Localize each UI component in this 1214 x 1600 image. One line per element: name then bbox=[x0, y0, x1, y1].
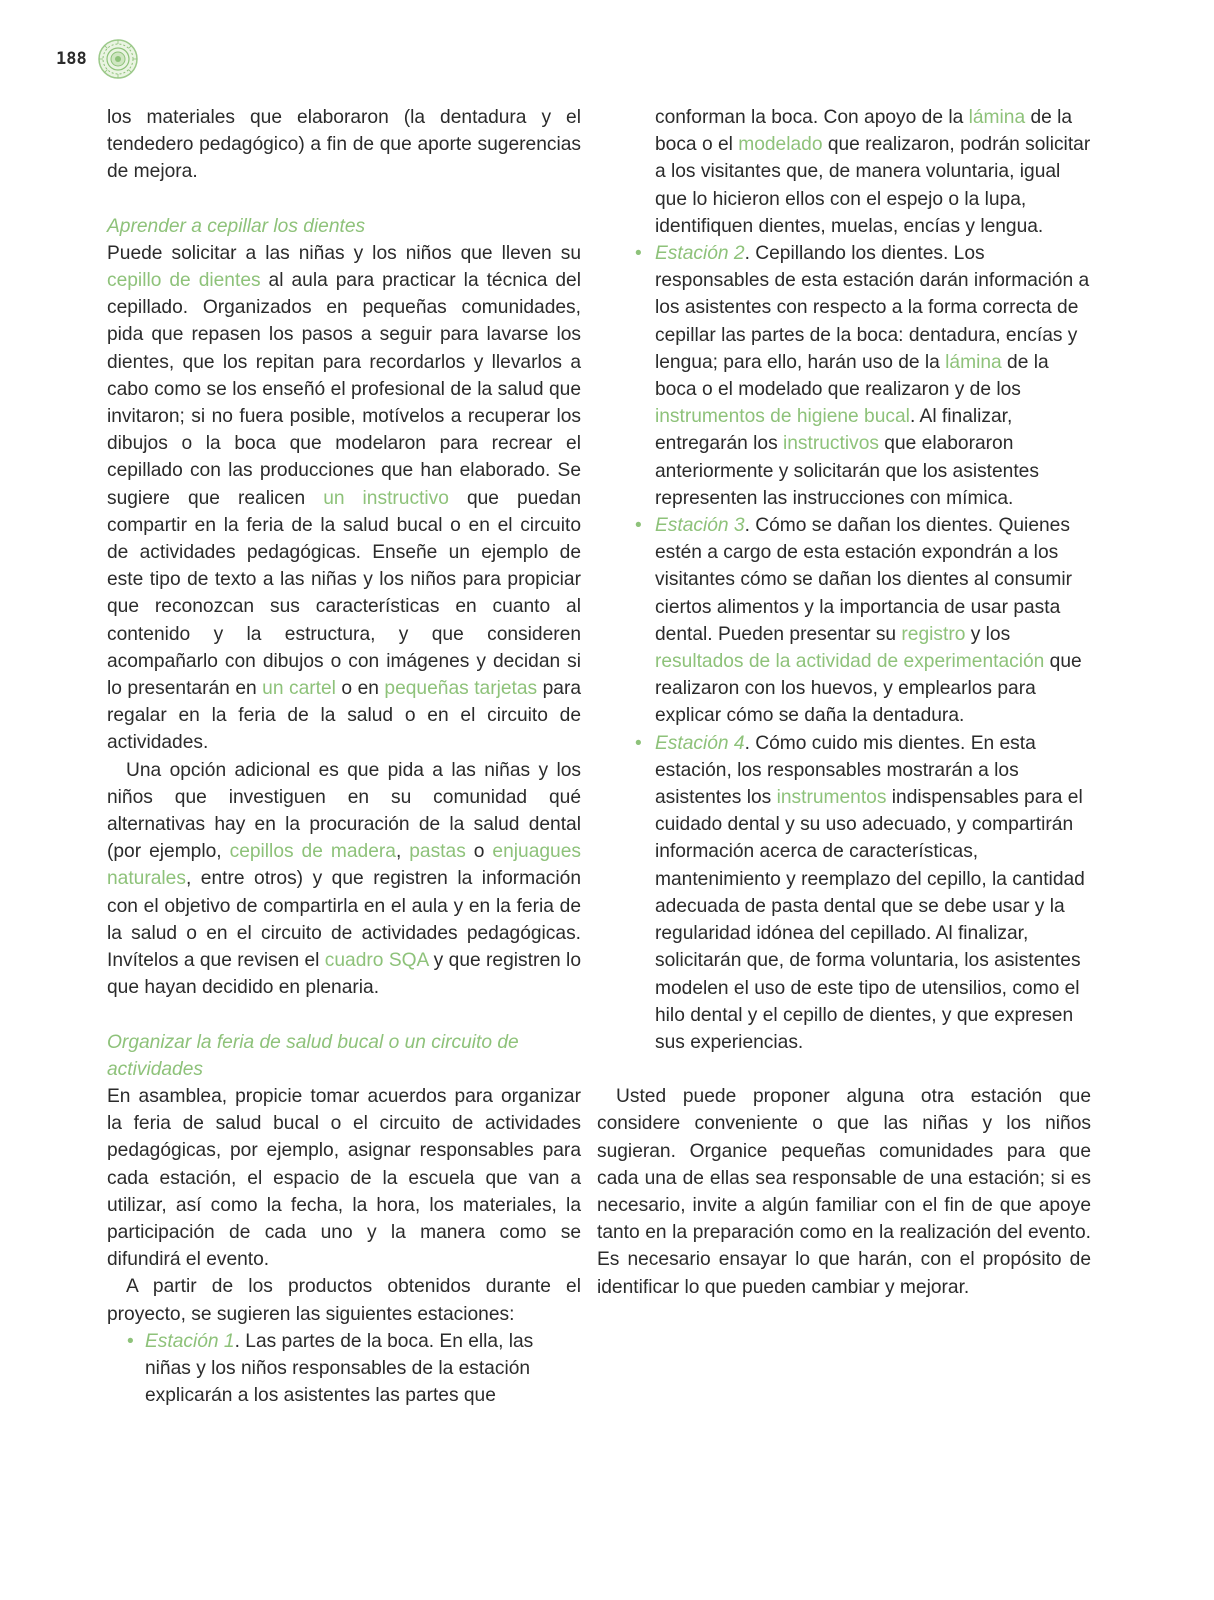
green-circular-ornament-icon bbox=[97, 38, 139, 80]
link-instrumentos-higiene-bucal[interactable]: instrumentos de higiene bucal bbox=[655, 406, 910, 428]
list-item-estacion-1: • Estación 1. Las partes de la boca. En ella, las niñas y los niños responsables de la estación explicarán a los asistentes las partes que bbox=[107, 1328, 581, 1410]
label-estacion-2: Estación 2 bbox=[655, 243, 745, 265]
paragraph-intro: los materiales que elaboraron (la dentadura y el tendedero pedagógico) a fin de que aporte sugerencias de mejora. bbox=[107, 107, 581, 183]
link-instructivos[interactable]: instructivos bbox=[783, 433, 879, 455]
label-estacion-1: Estación 1 bbox=[145, 1330, 235, 1352]
stations-list-right bbox=[617, 240, 1091, 1056]
link-instrumentos[interactable]: instrumentos bbox=[776, 787, 887, 809]
list-item-estacion-4: • Estación 4. Cómo cuido mis dientes. En esta estación, los responsables mostrarán a los asistentes los instrumentos indispensables para el cuidado dental y su uso adecuado, y compartirán información acerca de características, mantenimiento y reemplazo del cepillo, la cantidad adecuada de pasta dental que se debe usar y la regularidad idónea del cepillado. Al finalizar, solicitarán que, de forma voluntaria, los asistentes modelen el uso de este tipo de utensilios, como el hilo dental y el cepillo de dientes, y que expresen sus experiencias. bbox=[617, 730, 1091, 1056]
right-column bbox=[597, 104, 1091, 1301]
link-modelado[interactable]: modelado bbox=[738, 134, 823, 156]
label-estacion-3: Estación 3 bbox=[655, 515, 745, 537]
label-estacion-4: Estación 4 bbox=[655, 732, 745, 754]
link-lamina[interactable]: lámina bbox=[968, 107, 1026, 128]
link-cepillos-de-madera[interactable]: cepillos de madera bbox=[229, 841, 396, 863]
link-pequenas-tarjetas[interactable]: pequeñas tarjetas bbox=[384, 678, 538, 700]
link-cuadro-sqa[interactable]: cuadro SQA bbox=[324, 950, 429, 972]
link-lamina-2[interactable]: lámina bbox=[945, 351, 1002, 373]
estacion-1-continuation: conforman la boca. Con apoyo de la lámina de la boca o el modelado que realizaron, podrán solicitar a los visitantes que, de manera voluntaria, igual que lo hicieron ellos con el espejo o la lupa, identifiquen dientes, muelas, encías y lengua. bbox=[655, 107, 1091, 237]
link-enjuagues-naturales[interactable]: enjuagues naturales bbox=[107, 841, 581, 890]
link-un-cartel[interactable]: un cartel bbox=[262, 678, 336, 700]
link-registro[interactable]: registro bbox=[901, 623, 966, 645]
subheading-cepillar: Aprender a cepillar los dientes bbox=[107, 215, 366, 237]
paragraph-opcion-adicional: Una opción adicional es que pida a las niñas y los niños que investiguen en su comunidad qué alternativas hay en la procuración de la salud dental (por ejemplo, cepillos de madera, pastas o enjuagues naturales, entre otros) y que registren la información con el objetivo de compartirla en el aula y en la feria de la salud o en el circuito de actividades pedagógicas. Invítelos a que revisen el cuadro SQA y que registren lo que hayan decidido en plenaria. bbox=[107, 759, 581, 999]
page-number: 188 bbox=[56, 49, 87, 69]
bullet-icon: • bbox=[635, 515, 642, 537]
subheading-organizar-feria: Organizar la feria de salud bucal o un circuito de actividades bbox=[107, 1031, 519, 1080]
paragraph-asamblea: En asamblea, propicie tomar acuerdos para organizar la feria de salud bucal o el circuito de actividades pedagógicas, por ejemplo, asignar responsables para cada estación, el espacio de la escuela que van a utilizar, así como la fecha, la hora, los materiales, la participación de cada uno y la manera como se difundirá el evento. bbox=[107, 1085, 581, 1271]
link-pastas[interactable]: pastas bbox=[409, 841, 466, 863]
paragraph-otra-estacion: Usted puede proponer alguna otra estación que considere conveniente o que las niñas y los niños sugieran. Organice pequeñas comunidades para que cada una de ellas sea responsable de una estación; si es necesario, invite a algún familiar con el fin de que apoye tanto en la preparación como en la realización del evento. Es necesario ensayar lo que harán, con el propósito de identificar lo que pueden cambiar y mejorar. bbox=[597, 1086, 1091, 1298]
link-cepillo-de-dientes[interactable]: cepillo de dientes bbox=[107, 270, 261, 292]
stations-list-left bbox=[107, 1328, 581, 1410]
bullet-icon: • bbox=[635, 732, 642, 754]
bullet-icon: • bbox=[635, 243, 642, 265]
paragraph-cepillado: Puede solicitar a las niñas y los niños que lleven su cepillo de dientes al aula para practicar la técnica del cepillado. Organizados en pequeñas comunidades, pida que repasen los pasos a seguir para lavarse los dientes, que los repitan para recordarlos y llevarlos a cabo como se los enseñó el profesional de la salud que invitaron; si no fuera posible, motívelos a recuperar los dibujos o la boca que modelaron para recrear el cepillado con las producciones que han elaborado. Se sugiere que realicen un instructivo que puedan compartir en la feria de la salud bucal o en el circuito de actividades pedagógicas. Enseñe un ejemplo de este tipo de texto a las niñas y los niños para propiciar que reconozcan sus características en cuanto al contenido y la estructura, y que consideren acompañarlo con dibujos o con imágenes y decidan si lo presentarán en un cartel o en pequeñas tarjetas para regalar en la feria de la salud o en el circuito de actividades. bbox=[107, 242, 582, 754]
link-resultados-experimentacion[interactable]: resultados de la actividad de experimentación bbox=[655, 651, 1045, 673]
left-column bbox=[107, 104, 581, 1409]
list-item-estacion-3: • Estación 3. Cómo se dañan los dientes. Quienes estén a cargo de esta estación expondrán a los visitantes cómo se dañan los dientes al consumir ciertos alimentos y la importancia de usar pasta dental. Pueden presentar su registro y los resultados de la actividad de experimentación que realizaron con los huevos, y emplearlos para explicar cómo se daña la dentadura. bbox=[617, 512, 1091, 730]
link-un-instructivo[interactable]: un instructivo bbox=[323, 487, 449, 509]
list-item-estacion-2: • Estación 2. Cepillando los dientes. Los responsables de esta estación darán información a los asistentes con respecto a la forma correcta de cepillar las partes de la boca: dentadura, encías y lengua; para ello, harán uso de la lámina de la boca o el modelado que realizaron y de los instrumentos de higiene bucal. Al finalizar, entregarán los instructivos que elaboraron anteriormente y solicitarán que los asistentes representen las instrucciones con mímica. bbox=[617, 240, 1091, 512]
paragraph-estaciones-intro: A partir de los productos obtenidos durante el proyecto, se sugieren las siguientes estaciones: bbox=[107, 1276, 581, 1325]
bullet-icon: • bbox=[127, 1330, 134, 1352]
page-header bbox=[56, 38, 139, 80]
